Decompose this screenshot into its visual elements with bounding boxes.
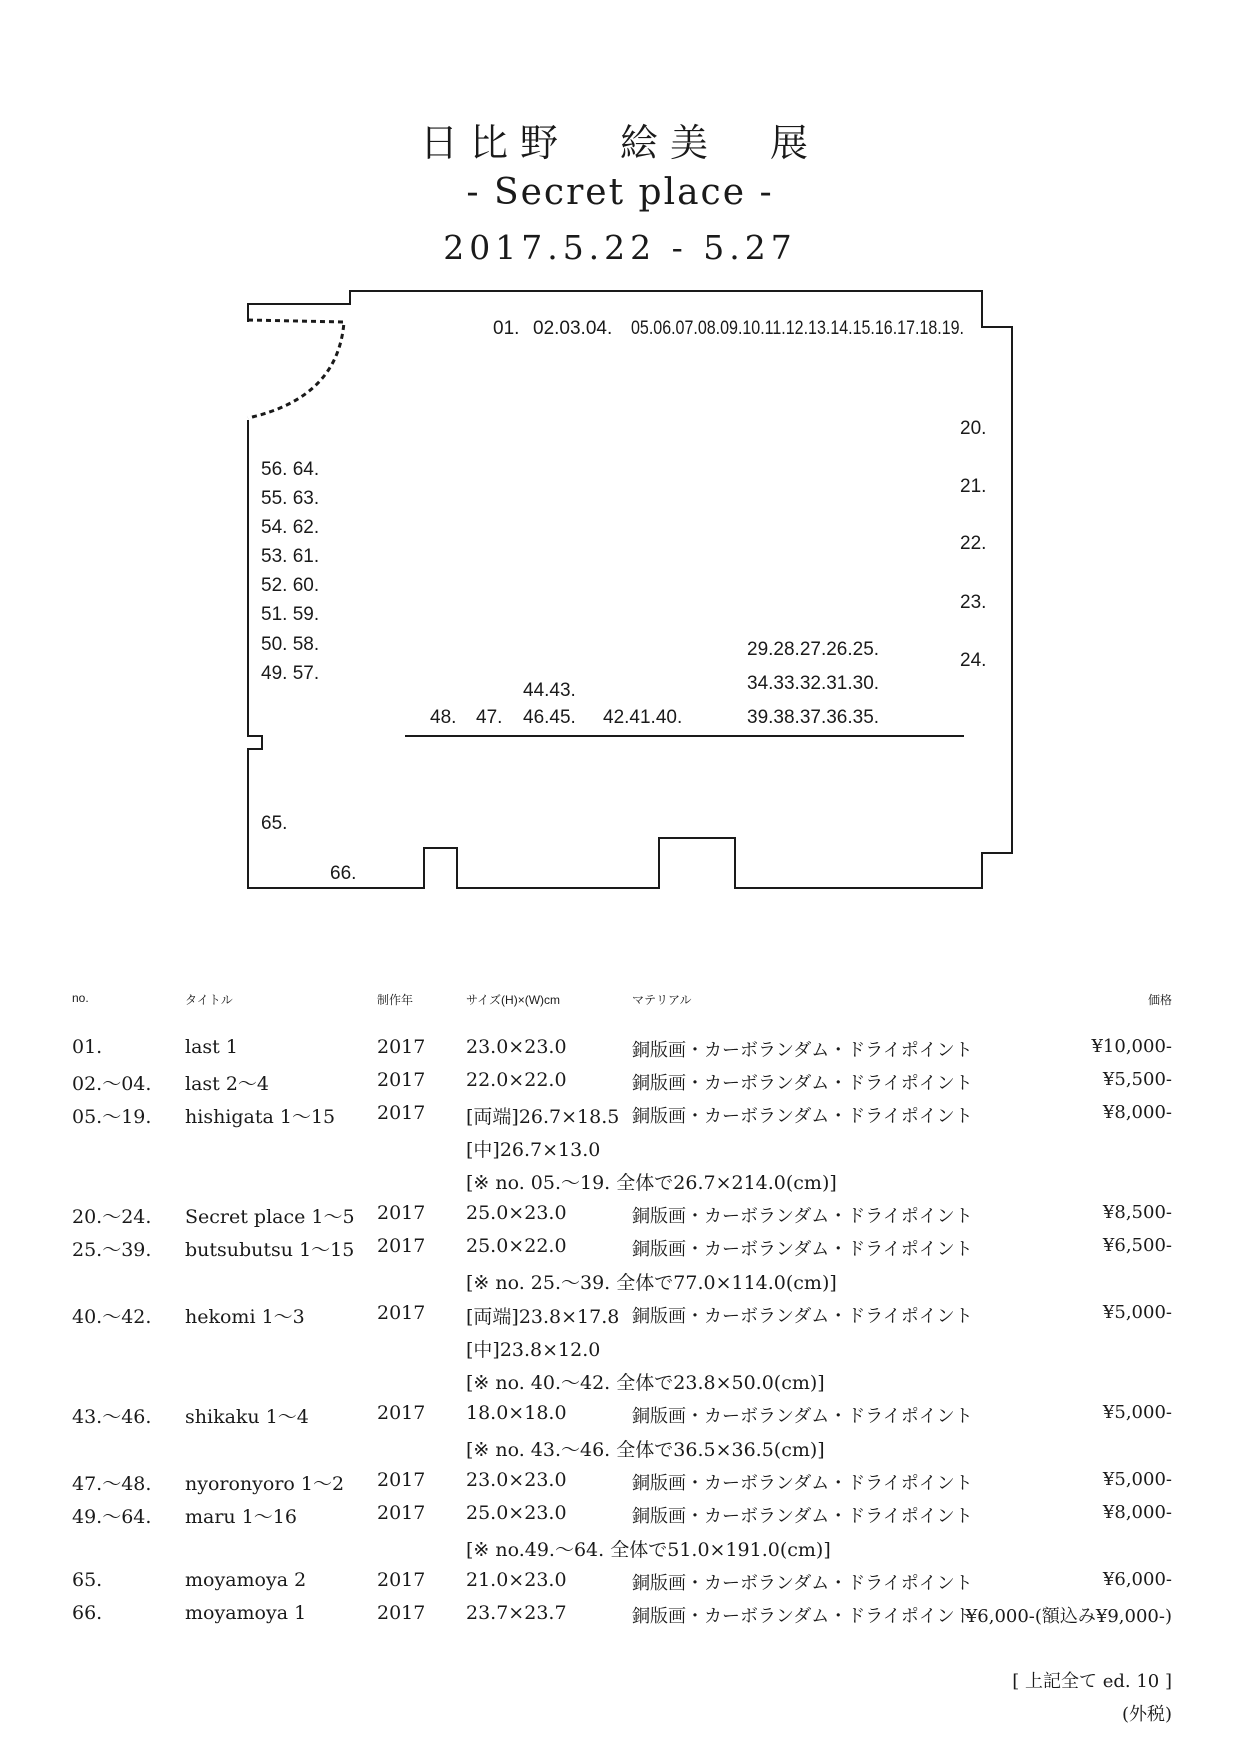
edition-note: [ 上記全て ed. 10 ] bbox=[1012, 1671, 1172, 1692]
row-year: 2017 bbox=[377, 1036, 426, 1058]
header-no: no. bbox=[72, 991, 89, 1005]
row-no: 40.〜42. bbox=[72, 1306, 152, 1328]
plan-label: 20. bbox=[960, 418, 987, 439]
row-no: 05.〜19. bbox=[72, 1106, 152, 1128]
row-note: [※ no.49.〜64. 全体で51.0×191.0(cm)] bbox=[466, 1539, 831, 1561]
row-price: ¥6,500- bbox=[1102, 1235, 1172, 1256]
row-title: Secret place 1〜5 bbox=[185, 1206, 355, 1228]
row-size: [中]23.8×12.0 bbox=[466, 1339, 601, 1361]
plan-label: 23. bbox=[960, 592, 987, 613]
header-title: タイトル bbox=[185, 993, 233, 1007]
row-note: [※ no. 05.〜19. 全体で26.7×214.0(cm)] bbox=[466, 1172, 837, 1194]
plan-label: 48. bbox=[430, 707, 457, 728]
row-size: 18.0×18.0 bbox=[466, 1402, 567, 1424]
plan-label: 44.43. bbox=[523, 680, 576, 701]
plan-label: 42.41.40. bbox=[603, 707, 683, 728]
plan-label: 05.06.07.08.09.10.11.12.13.14.15.16.17.18.19. bbox=[631, 318, 964, 339]
row-title: hishigata 1〜15 bbox=[185, 1106, 336, 1128]
plan-label: 65. bbox=[261, 813, 288, 834]
exhibition-dates: 2017.5.22 - 5.27 bbox=[443, 228, 797, 267]
table-row bbox=[0, 1202, 1240, 1235]
table-row bbox=[0, 1102, 1240, 1135]
plan-label: 50. 58. bbox=[261, 634, 320, 655]
row-material: 銅版画・カーボランダム・ドライポイント bbox=[632, 1573, 973, 1594]
plan-label: 01. bbox=[493, 318, 520, 339]
row-price: ¥5,000- bbox=[1102, 1402, 1172, 1423]
row-title: maru 1〜16 bbox=[185, 1506, 297, 1528]
row-size: [両端]26.7×18.5 bbox=[466, 1106, 620, 1128]
table-row bbox=[0, 1535, 1240, 1568]
table-row bbox=[0, 1602, 1240, 1635]
row-year: 2017 bbox=[377, 1469, 426, 1491]
table-row bbox=[0, 1302, 1240, 1335]
row-no: 65. bbox=[72, 1569, 103, 1591]
row-material: 銅版画・カーボランダム・ドライポイント bbox=[632, 1106, 973, 1127]
row-year: 2017 bbox=[377, 1202, 426, 1224]
row-size: 25.0×23.0 bbox=[466, 1202, 567, 1224]
plan-label: 51. 59. bbox=[261, 604, 320, 625]
table-row bbox=[0, 1469, 1240, 1502]
plan-label: 46.45. bbox=[523, 707, 576, 728]
row-material: 銅版画・カーボランダム・ドライポイント bbox=[632, 1506, 973, 1527]
header-year: 制作年 bbox=[377, 993, 414, 1007]
row-no: 25.〜39. bbox=[72, 1239, 152, 1261]
table-row bbox=[0, 1235, 1240, 1268]
row-no: 43.〜46. bbox=[72, 1406, 152, 1428]
table-row bbox=[0, 1268, 1240, 1301]
plan-label: 56. 64. bbox=[261, 459, 320, 480]
row-material: 銅版画・カーボランダム・ドライポイント bbox=[632, 1040, 973, 1061]
row-year: 2017 bbox=[377, 1569, 426, 1591]
row-material: 銅版画・カーボランダム・ドライポイント bbox=[632, 1606, 973, 1627]
row-size: [中]26.7×13.0 bbox=[466, 1139, 601, 1161]
plan-label: 21. bbox=[960, 476, 987, 497]
table-row bbox=[0, 1168, 1240, 1201]
table-row bbox=[0, 1036, 1240, 1069]
row-no: 02.〜04. bbox=[72, 1073, 152, 1095]
table-row bbox=[0, 1368, 1240, 1401]
row-title: shikaku 1〜4 bbox=[185, 1406, 309, 1428]
row-material: 銅版画・カーボランダム・ドライポイント bbox=[632, 1239, 973, 1260]
table-row bbox=[0, 1135, 1240, 1168]
row-price: ¥5,000- bbox=[1102, 1469, 1172, 1490]
row-price: ¥8,500- bbox=[1102, 1202, 1172, 1223]
row-title: butsubutsu 1〜15 bbox=[185, 1239, 355, 1261]
row-year: 2017 bbox=[377, 1069, 426, 1091]
row-title: last 2〜4 bbox=[185, 1073, 270, 1095]
row-no: 47.〜48. bbox=[72, 1473, 152, 1495]
row-title: moyamoya 2 bbox=[185, 1569, 307, 1591]
gallery-wall bbox=[248, 291, 1012, 888]
plan-label: 52. 60. bbox=[261, 575, 320, 596]
row-size: 25.0×22.0 bbox=[466, 1235, 567, 1257]
plan-label: 29.28.27.26.25. bbox=[747, 639, 880, 660]
row-size: 23.0×23.0 bbox=[466, 1036, 567, 1058]
row-title: last 1 bbox=[185, 1036, 238, 1058]
row-year: 2017 bbox=[377, 1235, 426, 1257]
row-year: 2017 bbox=[377, 1602, 426, 1624]
plan-label: 49. 57. bbox=[261, 663, 320, 684]
row-title: nyoronyoro 1〜2 bbox=[185, 1473, 345, 1495]
row-year: 2017 bbox=[377, 1402, 426, 1424]
exhibition-title: 日比野 絵美 展 bbox=[419, 121, 820, 165]
plan-label: 66. bbox=[330, 863, 357, 884]
row-no: 66. bbox=[72, 1602, 103, 1624]
exhibition-subtitle: - Secret place - bbox=[466, 172, 774, 213]
plan-label: 34.33.32.31.30. bbox=[747, 673, 880, 694]
row-material: 銅版画・カーボランダム・ドライポイント bbox=[632, 1206, 973, 1227]
row-price: ¥6,000-(額込み¥9,000-) bbox=[965, 1606, 1172, 1627]
row-size: 23.0×23.0 bbox=[466, 1469, 567, 1491]
table-row bbox=[0, 1435, 1240, 1468]
plan-label: 24. bbox=[960, 650, 987, 671]
table-row bbox=[0, 1402, 1240, 1435]
row-title: hekomi 1〜3 bbox=[185, 1306, 305, 1328]
row-price: ¥5,000- bbox=[1102, 1302, 1172, 1323]
plan-label: 54. 62. bbox=[261, 517, 320, 538]
table-row bbox=[0, 1069, 1240, 1102]
row-year: 2017 bbox=[377, 1302, 426, 1324]
row-price: ¥8,000- bbox=[1102, 1102, 1172, 1123]
row-size: [両端]23.8×17.8 bbox=[466, 1306, 620, 1328]
plan-label: 47. bbox=[476, 707, 503, 728]
plan-label: 55. 63. bbox=[261, 488, 320, 509]
plan-label: 02.03.04. bbox=[533, 318, 613, 339]
header-material: マテリアル bbox=[632, 993, 692, 1007]
table-row bbox=[0, 1569, 1240, 1602]
row-no: 01. bbox=[72, 1036, 103, 1058]
plan-label: 22. bbox=[960, 533, 987, 554]
row-size: 23.7×23.7 bbox=[466, 1602, 567, 1624]
row-material: 銅版画・カーボランダム・ドライポイント bbox=[632, 1406, 973, 1427]
row-price: ¥5,500- bbox=[1102, 1069, 1172, 1090]
tax-note: (外税) bbox=[1121, 1704, 1172, 1725]
table-row bbox=[0, 1335, 1240, 1368]
row-material: 銅版画・カーボランダム・ドライポイント bbox=[632, 1073, 973, 1094]
row-size: 25.0×23.0 bbox=[466, 1502, 567, 1524]
row-no: 49.〜64. bbox=[72, 1506, 152, 1528]
plan-label: 39.38.37.36.35. bbox=[747, 707, 880, 728]
row-note: [※ no. 25.〜39. 全体で77.0×114.0(cm)] bbox=[466, 1272, 837, 1294]
row-price: ¥10,000- bbox=[1091, 1036, 1172, 1057]
row-title: moyamoya 1 bbox=[185, 1602, 307, 1624]
plan-label: 53. 61. bbox=[261, 546, 320, 567]
row-year: 2017 bbox=[377, 1502, 426, 1524]
row-note: [※ no. 40.〜42. 全体で23.8×50.0(cm)] bbox=[466, 1372, 825, 1394]
header-price: 価格 bbox=[1147, 993, 1172, 1007]
row-note: [※ no. 43.〜46. 全体で36.5×36.5(cm)] bbox=[466, 1439, 825, 1461]
row-size: 22.0×22.0 bbox=[466, 1069, 567, 1091]
row-material: 銅版画・カーボランダム・ドライポイント bbox=[632, 1473, 973, 1494]
row-material: 銅版画・カーボランダム・ドライポイント bbox=[632, 1306, 973, 1327]
row-year: 2017 bbox=[377, 1102, 426, 1124]
door-swing bbox=[248, 320, 344, 418]
row-no: 20.〜24. bbox=[72, 1206, 152, 1228]
row-size: 21.0×23.0 bbox=[466, 1569, 567, 1591]
table-row bbox=[0, 1502, 1240, 1535]
row-price: ¥8,000- bbox=[1102, 1502, 1172, 1523]
header-size: サイズ(H)×(W)cm bbox=[466, 993, 561, 1007]
row-price: ¥6,000- bbox=[1102, 1569, 1172, 1590]
